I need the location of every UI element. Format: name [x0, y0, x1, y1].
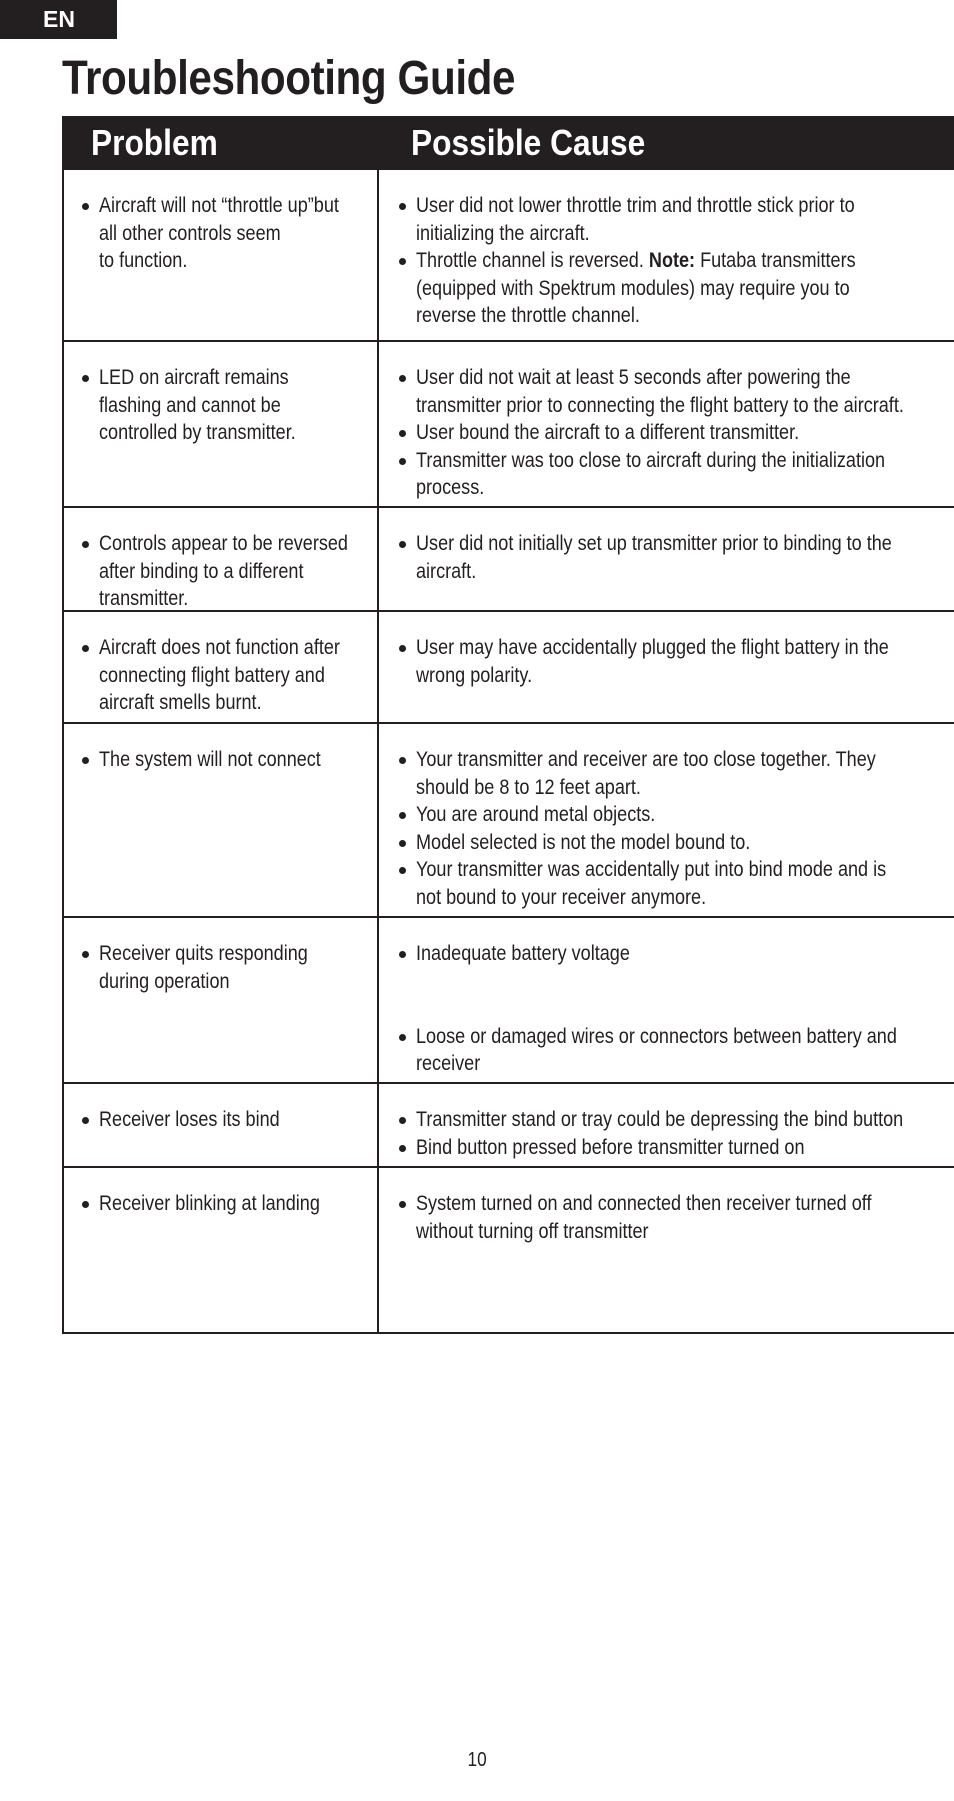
table-header	[64, 116, 954, 170]
list-item	[397, 940, 954, 968]
list-item	[80, 1106, 370, 1134]
list-item	[80, 1190, 370, 1218]
text-line: (equipped with Spektrum modules) may require you to	[416, 276, 850, 300]
text-line: transmitter.	[99, 587, 189, 610]
list-item	[397, 1106, 954, 1134]
list-item	[397, 829, 954, 857]
list-item	[80, 940, 370, 995]
cause-cell	[397, 1106, 954, 1161]
text-line: all other controls seem	[99, 221, 281, 245]
list-item	[397, 530, 954, 585]
cause-cell	[397, 1190, 954, 1245]
list-item	[397, 419, 954, 447]
text-line	[416, 247, 881, 275]
text-line: Receiver blinking at landing	[99, 1192, 320, 1215]
text-line: User bound the aircraft to a different transmitter.	[416, 421, 800, 444]
text-line: Bind button pressed before transmitter turned on	[416, 1135, 805, 1159]
text-line: You are around metal objects.	[416, 803, 656, 826]
problem-cell	[80, 364, 370, 447]
list-item	[397, 746, 954, 801]
text-line: after binding to a different	[99, 559, 304, 583]
cause-cell	[397, 364, 954, 502]
problem-cell	[80, 634, 370, 717]
text-line: LED on aircraft remains	[99, 366, 289, 389]
text-line: wrong polarity.	[416, 663, 533, 687]
problem-cell	[80, 1106, 370, 1134]
text-line: reverse the throttle channel.	[416, 304, 640, 327]
list-item	[397, 1134, 954, 1162]
cause-cell	[397, 530, 954, 585]
text-line: connecting flight battery and	[99, 663, 325, 687]
cause-cell	[397, 634, 954, 689]
text-line: aircraft smells burnt.	[99, 691, 262, 714]
text-segment: Throttle channel is reversed.	[416, 249, 644, 272]
cause-cell	[397, 746, 954, 911]
column-header-problem: Problem	[91, 122, 218, 163]
text-line: should be 8 to 12 feet apart.	[416, 775, 641, 799]
text-line: Receiver loses its bind	[99, 1108, 280, 1131]
text-line: The system will not connect	[99, 748, 321, 771]
troubleshooting-table	[62, 116, 954, 1334]
table-row	[64, 612, 954, 724]
list-item	[80, 746, 370, 774]
text-line: Controls appear to be reversed	[99, 532, 348, 555]
text-line: to function.	[99, 249, 188, 272]
text-line: Loose or damaged wires or connectors between battery and	[416, 1024, 897, 1048]
page-number-text: 10	[467, 1749, 487, 1771]
problem-cell	[80, 530, 370, 613]
cause-cell	[397, 192, 954, 330]
list-item	[397, 856, 954, 911]
list-item	[397, 634, 954, 689]
text-line: User may have accidentally plugged the flight battery in the	[416, 636, 889, 659]
list-item	[80, 192, 370, 275]
table-row	[64, 918, 954, 1084]
text-line: User did not initially set up transmitter prior to binding to the	[416, 532, 892, 555]
list-item	[397, 447, 954, 502]
problem-cell	[80, 746, 370, 774]
text-line: process.	[416, 476, 485, 499]
list-item	[80, 530, 370, 613]
text-line: Your transmitter and receiver are too close together. They	[416, 748, 876, 771]
text-line: Inadequate battery voltage	[416, 942, 630, 965]
text-line: during operation	[99, 969, 230, 993]
problem-cell	[80, 1190, 370, 1218]
text-line: receiver	[416, 1052, 481, 1075]
text-line: User did not wait at least 5 seconds after powering the	[416, 366, 851, 389]
table-row	[64, 724, 954, 918]
list-item	[397, 1023, 954, 1078]
text-line: flashing and cannot be	[99, 393, 281, 417]
text-line: Aircraft does not function after	[99, 636, 340, 659]
list-item	[397, 247, 954, 330]
page-number	[0, 1748, 954, 1772]
table-row	[64, 170, 954, 342]
text-line: Receiver quits responding	[99, 942, 308, 965]
text-line: System turned on and connected then receiver turned off	[416, 1192, 872, 1215]
table-row	[64, 1168, 954, 1334]
table-row	[64, 1084, 954, 1168]
language-tab: EN	[0, 0, 117, 39]
list-item	[397, 364, 954, 419]
cause-cell	[397, 940, 954, 1078]
text-line: Aircraft will not “throttle up”but	[99, 194, 339, 217]
text-line: Transmitter was too close to aircraft during the initialization	[416, 448, 886, 472]
list-item	[80, 364, 370, 447]
text-line: initializing the aircraft.	[416, 221, 590, 245]
text-line: User did not lower throttle trim and throttle stick prior to	[416, 194, 855, 217]
text-line: not bound to your receiver anymore.	[416, 885, 707, 909]
list-item	[80, 634, 370, 717]
text-segment: Futaba transmitters	[695, 249, 856, 272]
text-line: Transmitter stand or tray could be depressing the bind button	[416, 1108, 904, 1131]
text-line: Model selected is not the model bound to.	[416, 830, 751, 854]
problem-cell	[80, 192, 370, 275]
note-label: Note:	[648, 249, 696, 272]
text-line: Your transmitter was accidentally put into bind mode and is	[416, 858, 887, 881]
list-item	[397, 801, 954, 829]
text-line: aircraft.	[416, 559, 477, 583]
table-row	[64, 508, 954, 612]
text-line: controlled by transmitter.	[99, 421, 296, 444]
text-line: transmitter prior to connecting the flight battery to the aircraft.	[416, 393, 904, 417]
column-header-possible-cause: Possible Cause	[411, 122, 646, 163]
problem-cell	[80, 940, 370, 995]
text-line: without turning off transmitter	[416, 1219, 649, 1243]
page-title: Troubleshooting Guide	[62, 52, 516, 105]
table-row	[64, 342, 954, 508]
list-item	[397, 192, 954, 247]
list-item	[397, 1190, 954, 1245]
